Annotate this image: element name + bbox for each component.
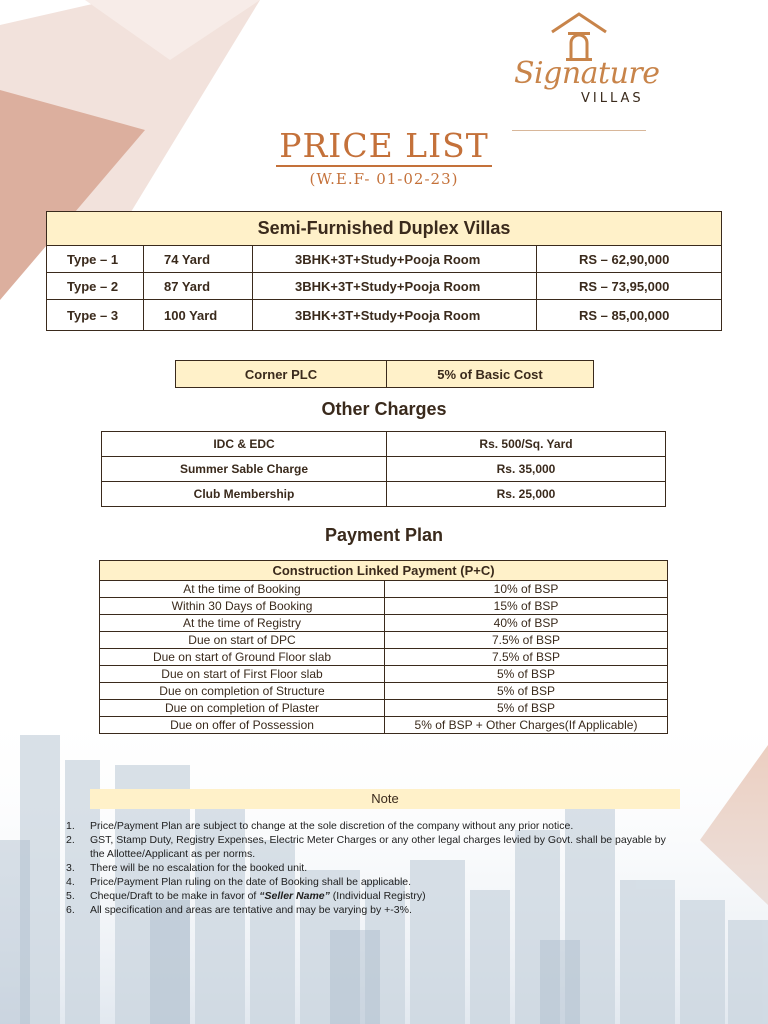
list-item bbox=[66, 875, 666, 889]
payment-stage: Due on offer of Possession bbox=[100, 717, 385, 734]
table-row bbox=[100, 666, 668, 683]
note-text: Price/Payment Plan are subject to change at the sole discretion of the company without any prior notice. bbox=[90, 820, 574, 832]
note-number: 4. bbox=[66, 876, 75, 888]
note-number: 3. bbox=[66, 862, 75, 874]
villa-size: 87 Yard bbox=[144, 273, 253, 300]
payment-amount: 7.5% of BSP bbox=[385, 649, 668, 666]
list-item bbox=[66, 889, 666, 903]
villa-type: Type – 1 bbox=[47, 246, 144, 273]
villa-size: 74 Yard bbox=[144, 246, 253, 273]
charge-item: IDC & EDC bbox=[102, 432, 387, 457]
payment-stage: Due on start of First Floor slab bbox=[100, 666, 385, 683]
table-row bbox=[100, 717, 668, 734]
villa-config: 3BHK+3T+Study+Pooja Room bbox=[253, 300, 537, 331]
seller-name-placeholder: “Seller Name” bbox=[259, 890, 330, 902]
villa-price: RS – 73,95,000 bbox=[537, 273, 722, 300]
charge-item: Summer Sable Charge bbox=[102, 457, 387, 482]
page-title bbox=[0, 126, 768, 165]
plc-value: 5% of Basic Cost bbox=[387, 361, 594, 388]
table-row bbox=[47, 273, 722, 300]
table-row bbox=[47, 300, 722, 331]
villa-config: 3BHK+3T+Study+Pooja Room bbox=[253, 246, 537, 273]
payment-stage: At the time of Registry bbox=[100, 615, 385, 632]
table-row bbox=[47, 246, 722, 273]
list-item bbox=[66, 903, 666, 917]
table-row bbox=[100, 649, 668, 666]
note-text: Price/Payment Plan ruling on the date of Booking shall be applicable. bbox=[90, 876, 412, 888]
table-row bbox=[102, 457, 666, 482]
payment-amount: 5% of BSP bbox=[385, 683, 668, 700]
list-item bbox=[66, 833, 666, 861]
note-text: There will be no escalation for the booked unit. bbox=[90, 862, 308, 874]
payment-plan-table bbox=[99, 560, 668, 734]
payment-amount: 15% of BSP bbox=[385, 598, 668, 615]
note-number: 6. bbox=[66, 904, 75, 916]
villas-table-heading: Semi-Furnished Duplex Villas bbox=[47, 212, 722, 246]
table-row bbox=[102, 432, 666, 457]
table-row bbox=[102, 482, 666, 507]
table-row bbox=[100, 700, 668, 717]
payment-amount: 5% of BSP + Other Charges(If Applicable) bbox=[385, 717, 668, 734]
other-charges-heading: Other Charges bbox=[321, 399, 447, 419]
note-number: 5. bbox=[66, 890, 75, 902]
table-row bbox=[100, 581, 668, 598]
payment-amount: 5% of BSP bbox=[385, 666, 668, 683]
list-item bbox=[66, 861, 666, 875]
charge-amount: Rs. 500/Sq. Yard bbox=[387, 432, 666, 457]
note-text: GST, Stamp Duty, Registry Expenses, Electric Meter Charges or any other legal charges levied by Govt. shall be payable by the Allottee/Applicant as per norms. bbox=[90, 834, 666, 860]
payment-stage: Within 30 Days of Booking bbox=[100, 598, 385, 615]
note-heading: Note bbox=[90, 789, 680, 809]
villa-type: Type – 3 bbox=[47, 300, 144, 331]
charge-amount: Rs. 35,000 bbox=[387, 457, 666, 482]
plc-label: Corner PLC bbox=[176, 361, 387, 388]
note-text: All specification and areas are tentative and may be varying by +-3%. bbox=[90, 904, 412, 916]
logo-sub-text: VILLAS bbox=[581, 91, 644, 106]
notes-list bbox=[66, 819, 666, 917]
payment-amount: 7.5% of BSP bbox=[385, 632, 668, 649]
villa-size: 100 Yard bbox=[144, 300, 253, 331]
table-row bbox=[176, 361, 594, 388]
villas-price-table bbox=[46, 211, 722, 331]
villa-config: 3BHK+3T+Study+Pooja Room bbox=[253, 273, 537, 300]
page-title-text: PRICE LIST bbox=[276, 126, 491, 167]
villa-price: RS – 85,00,000 bbox=[537, 300, 722, 331]
note-text-after: (Individual Registry) bbox=[329, 890, 426, 902]
payment-plan-table-heading: Construction Linked Payment (P+C) bbox=[100, 561, 668, 581]
payment-amount: 40% of BSP bbox=[385, 615, 668, 632]
effective-date: (W.E.F- 01-02-23) bbox=[309, 170, 459, 188]
charge-amount: Rs. 25,000 bbox=[387, 482, 666, 507]
table-row bbox=[100, 598, 668, 615]
table-row bbox=[100, 632, 668, 649]
note-text-before: Cheque/Draft to be make in favor of bbox=[90, 890, 260, 902]
charge-item: Club Membership bbox=[102, 482, 387, 507]
payment-stage: At the time of Booking bbox=[100, 581, 385, 598]
payment-stage: Due on start of DPC bbox=[100, 632, 385, 649]
list-item bbox=[66, 819, 666, 833]
table-row bbox=[100, 683, 668, 700]
payment-stage: Due on start of Ground Floor slab bbox=[100, 649, 385, 666]
payment-amount: 10% of BSP bbox=[385, 581, 668, 598]
payment-amount: 5% of BSP bbox=[385, 700, 668, 717]
corner-plc-table bbox=[175, 360, 594, 388]
payment-stage: Due on completion of Structure bbox=[100, 683, 385, 700]
signature-villas-logo bbox=[500, 10, 660, 135]
note-number: 1. bbox=[66, 820, 75, 832]
villa-price: RS – 62,90,000 bbox=[537, 246, 722, 273]
payment-plan-heading: Payment Plan bbox=[324, 525, 444, 545]
villa-type: Type – 2 bbox=[47, 273, 144, 300]
note-number: 2. bbox=[66, 834, 75, 846]
payment-stage: Due on completion of Plaster bbox=[100, 700, 385, 717]
logo-script-text: Signature bbox=[514, 56, 660, 91]
table-row bbox=[100, 615, 668, 632]
other-charges-table bbox=[101, 431, 666, 507]
